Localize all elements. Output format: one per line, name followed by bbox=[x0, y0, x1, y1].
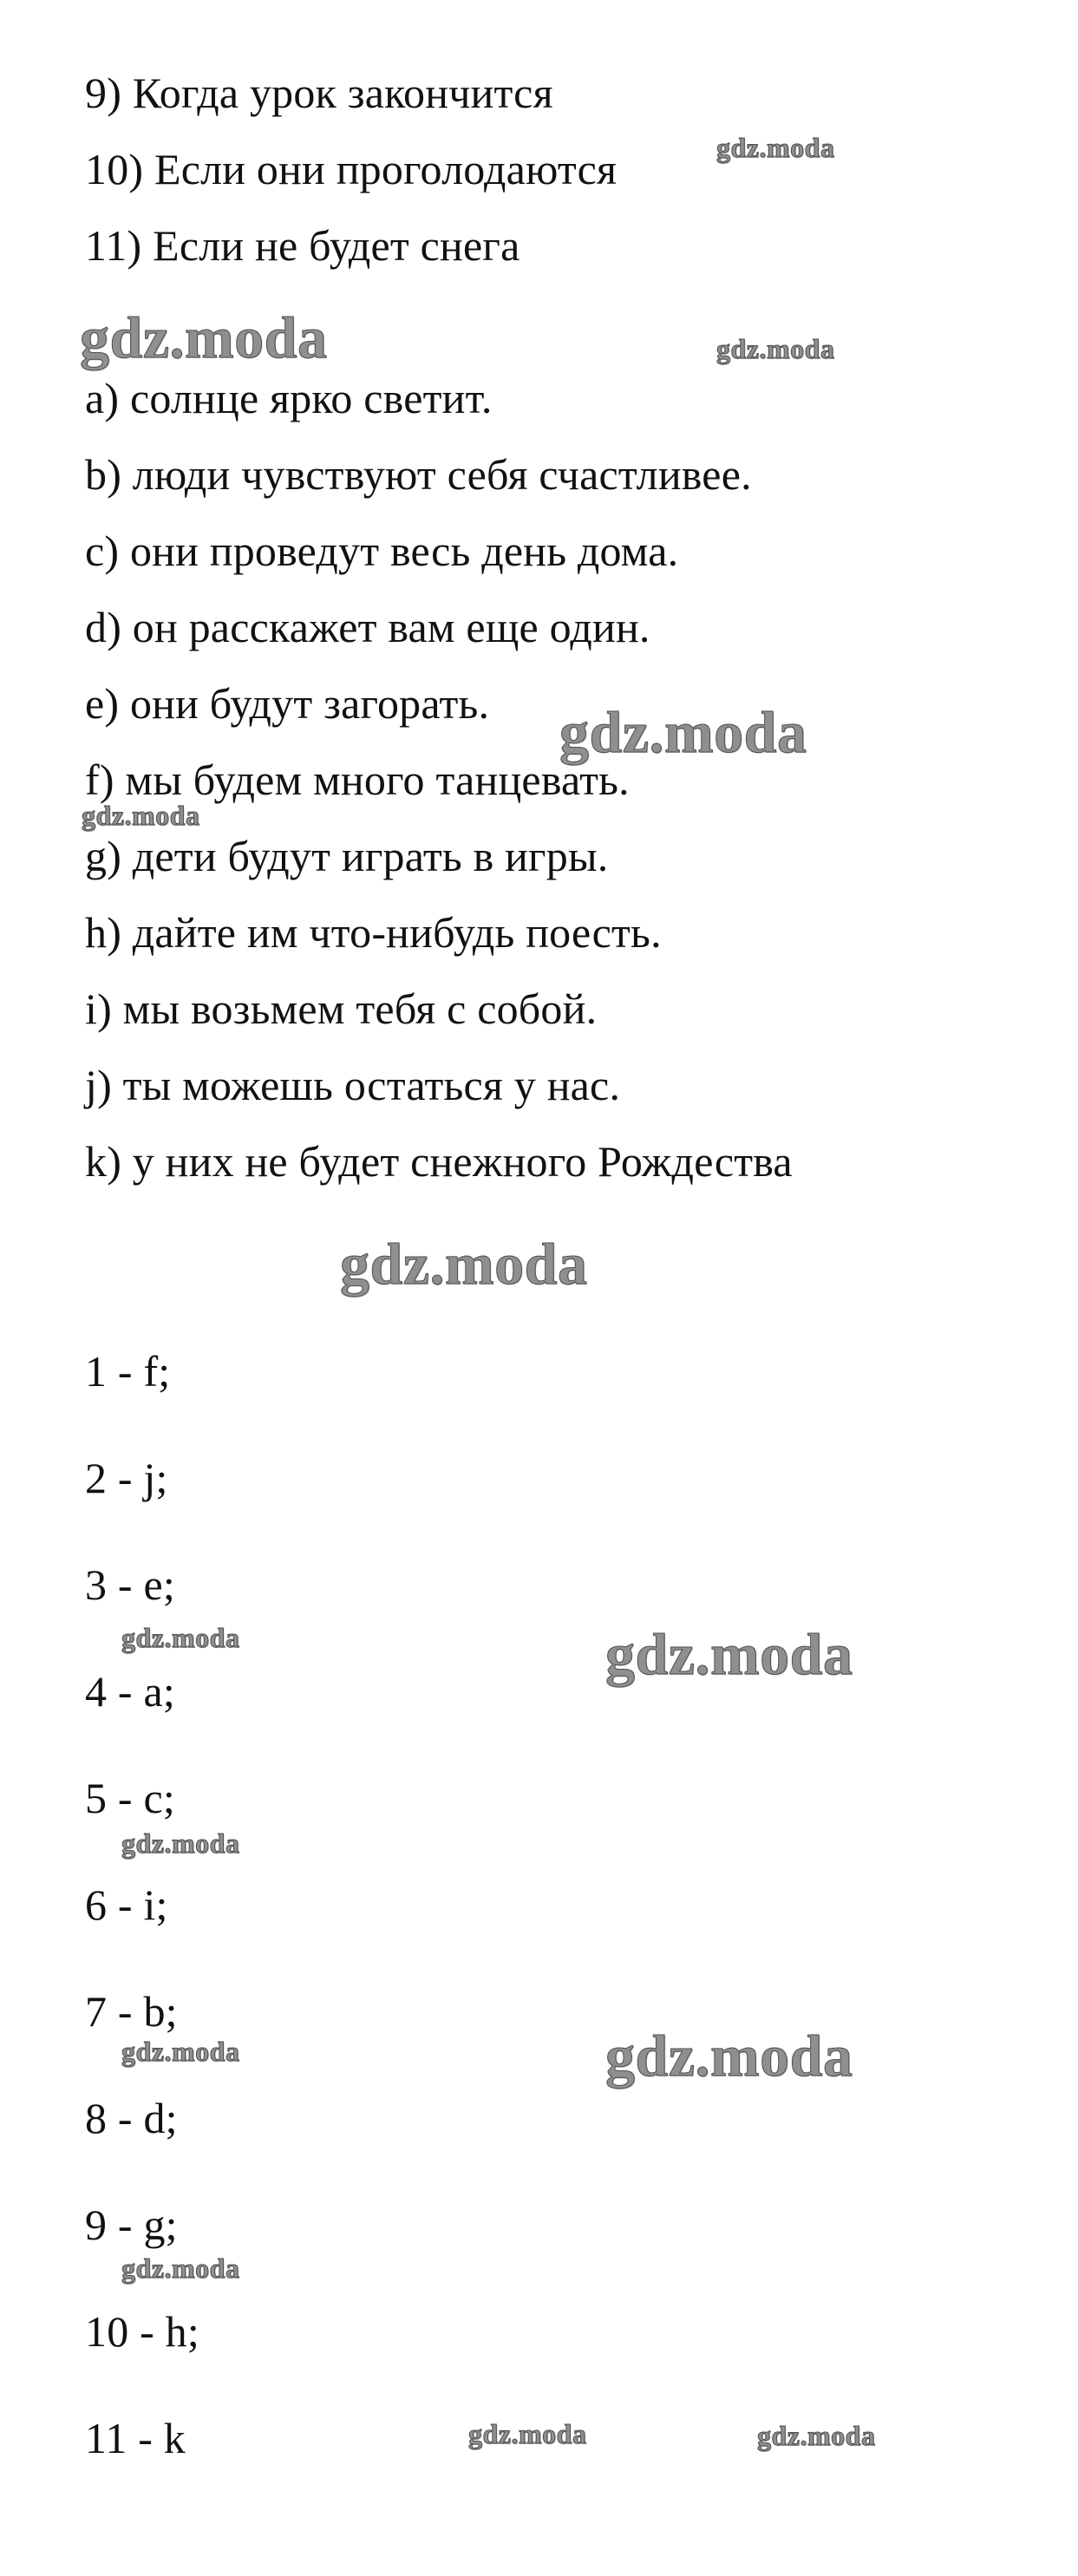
option-f: f) мы будем много танцевать. bbox=[85, 755, 630, 804]
watermark: gdz.moda bbox=[605, 1621, 853, 1687]
watermark: gdz.moda bbox=[468, 2418, 587, 2449]
answer-4: 4 - a; bbox=[85, 1667, 175, 1716]
option-e: e) они будут загорать. bbox=[85, 679, 490, 728]
answer-8: 8 - d; bbox=[85, 2094, 178, 2142]
answer-10: 10 - h; bbox=[85, 2307, 199, 2356]
answer-7: 7 - b; bbox=[85, 1987, 178, 2036]
answer-2: 2 - j; bbox=[85, 1454, 168, 1502]
option-d: d) он расскажет вам еще один. bbox=[85, 603, 650, 651]
option-c: c) они проведут весь день дома. bbox=[85, 526, 679, 575]
option-a: a) солнце ярко светит. bbox=[85, 374, 493, 422]
question-10: 10) Если они проголодаются bbox=[85, 145, 617, 193]
watermark: gdz.moda bbox=[757, 2420, 876, 2451]
watermark: gdz.moda bbox=[716, 333, 835, 364]
answer-6: 6 - i; bbox=[85, 1880, 168, 1929]
answer-1: 1 - f; bbox=[85, 1347, 171, 1396]
answer-3: 3 - e; bbox=[85, 1560, 175, 1609]
option-i: i) мы возьмем тебя с собой. bbox=[85, 984, 598, 1033]
watermark: gdz.moda bbox=[121, 2036, 240, 2067]
option-h: h) дайте им что-нибудь поесть. bbox=[85, 908, 662, 957]
watermark: gdz.moda bbox=[716, 132, 835, 163]
answer-11: 11 - k bbox=[85, 2414, 186, 2462]
watermark: gdz.moda bbox=[121, 1622, 240, 1653]
question-11: 11) Если не будет снега bbox=[85, 221, 520, 270]
watermark: gdz.moda bbox=[121, 2252, 240, 2284]
watermark: gdz.moda bbox=[559, 699, 807, 765]
option-k: k) у них не будет снежного Рождества bbox=[85, 1137, 793, 1186]
option-g: g) дети будут играть в игры. bbox=[85, 832, 609, 880]
watermark: gdz.moda bbox=[82, 800, 200, 831]
watermark: gdz.moda bbox=[605, 2023, 853, 2089]
watermark: gdz.moda bbox=[80, 304, 328, 370]
answer-9: 9 - g; bbox=[85, 2200, 178, 2249]
option-j: j) ты можешь остаться у нас. bbox=[85, 1061, 621, 1109]
watermark: gdz.moda bbox=[340, 1231, 588, 1297]
question-9: 9) Когда урок закончится bbox=[85, 69, 553, 117]
watermark: gdz.moda bbox=[121, 1827, 240, 1859]
answer-5: 5 - c; bbox=[85, 1774, 175, 1822]
option-b: b) люди чувствуют себя счастливее. bbox=[85, 450, 752, 499]
